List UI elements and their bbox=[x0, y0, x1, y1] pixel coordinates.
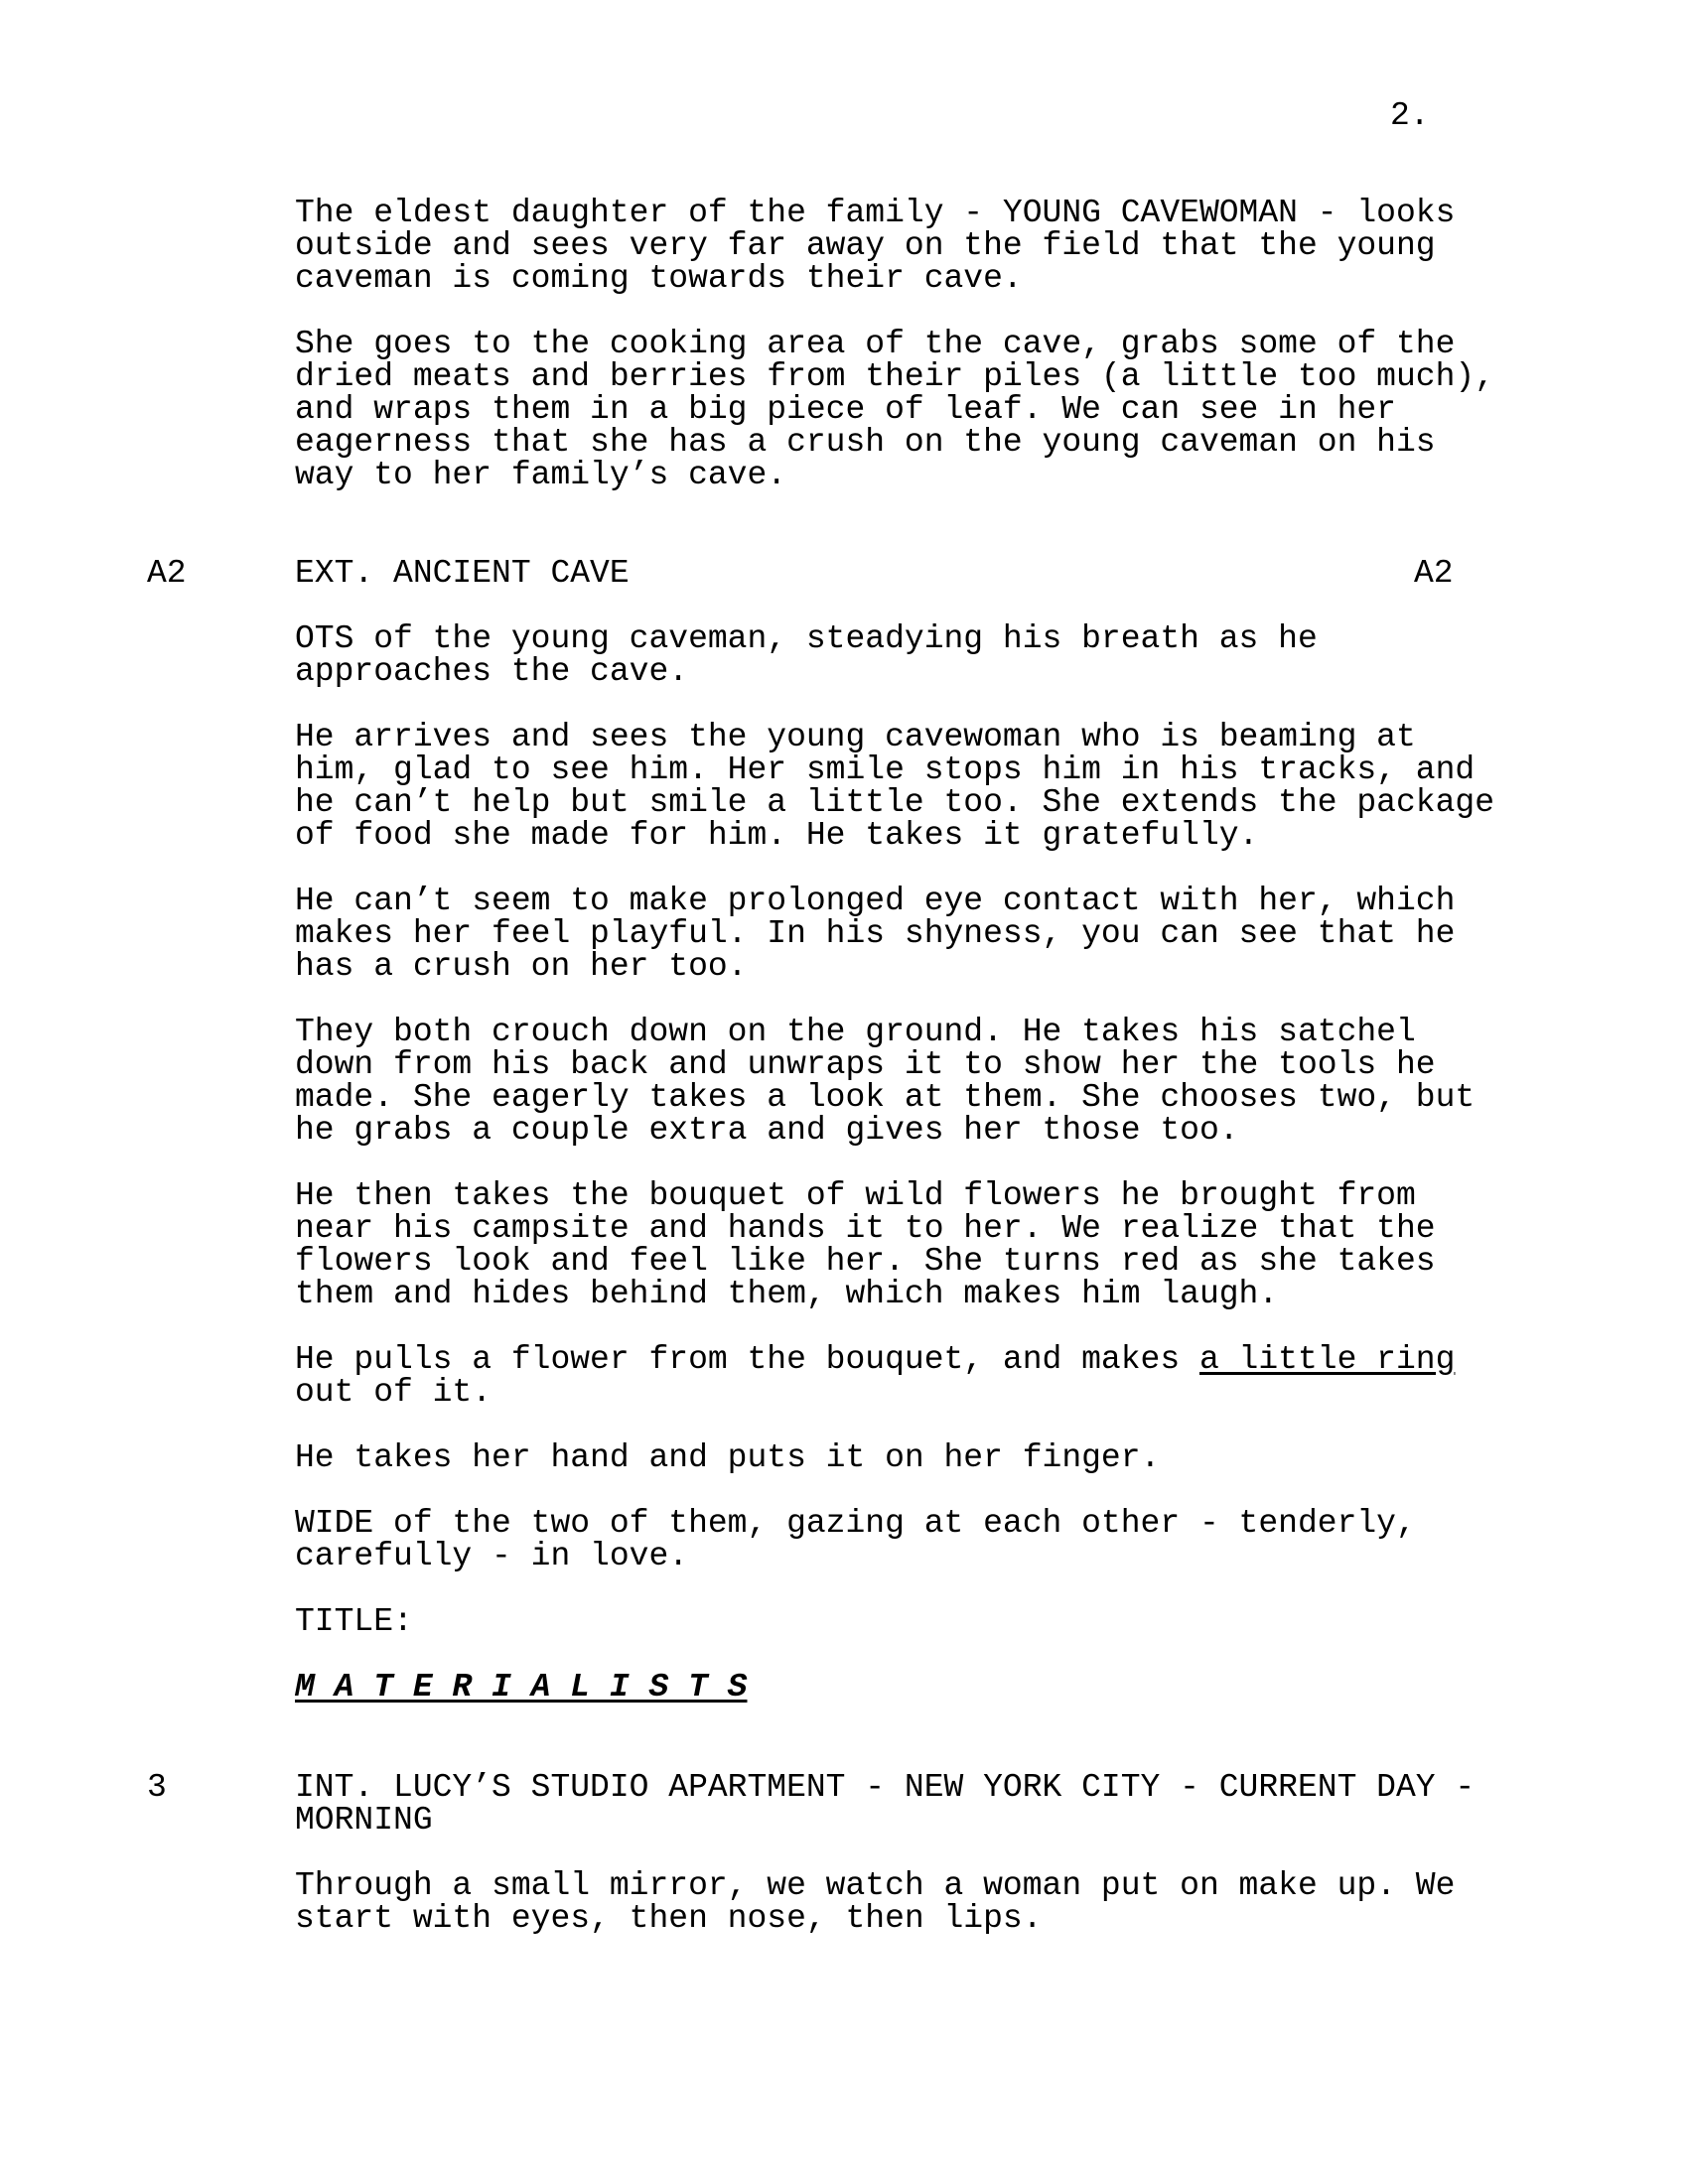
action-line: he can’t help but smile a little too. She extends the package bbox=[295, 784, 1494, 821]
action-line: start with eyes, then nose, then lips. bbox=[295, 1900, 1043, 1937]
scene-number-left: 3 bbox=[147, 1769, 167, 1806]
action-line: They both crouch down on the ground. He takes his satchel bbox=[295, 1014, 1416, 1050]
action-line: makes her feel playful. In his shyness, you can see that he bbox=[295, 915, 1456, 952]
action-text: He pulls a flower from the bouquet, and makes bbox=[295, 1341, 1199, 1378]
action-paragraph bbox=[295, 1179, 1436, 1310]
scene-heading-line: INT. LUCY’S STUDIO APARTMENT - NEW YORK CITY - CURRENT DAY - bbox=[295, 1769, 1476, 1806]
action-line: outside and sees very far away on the field that the young bbox=[295, 227, 1436, 264]
action-paragraph bbox=[295, 1016, 1475, 1147]
action-line: of food she made for him. He takes it gratefully. bbox=[295, 817, 1259, 854]
title-label: TITLE: bbox=[295, 1603, 413, 1640]
action-line: flowers look and feel like her. She turns red as she takes bbox=[295, 1243, 1436, 1280]
action-line: has a crush on her too. bbox=[295, 948, 748, 985]
scene-number-right: A2 bbox=[1414, 555, 1454, 592]
action-line: carefully - in love. bbox=[295, 1538, 689, 1574]
action-paragraph bbox=[295, 1441, 1160, 1474]
action-paragraph bbox=[295, 1869, 1455, 1935]
action-line: eagerness that she has a crush on the young caveman on his bbox=[295, 424, 1436, 461]
action-line: him, glad to see him. Her smile stops him in his tracks, and bbox=[295, 751, 1476, 788]
action-line: She goes to the cooking area of the cave, grabs some of the bbox=[295, 326, 1456, 362]
action-line: He then takes the bouquet of wild flowers he brought from bbox=[295, 1177, 1416, 1214]
action-line bbox=[295, 1343, 1455, 1376]
action-line: He takes her hand and puts it on her finger. bbox=[295, 1439, 1161, 1476]
action-line: dried meats and berries from their piles (a little too much), bbox=[295, 358, 1494, 395]
action-paragraph bbox=[295, 1343, 1455, 1409]
action-line: WIDE of the two of them, gazing at each other - tenderly, bbox=[295, 1505, 1416, 1542]
action-line: out of it. bbox=[295, 1374, 492, 1411]
action-line: near his campsite and hands it to her. We realize that the bbox=[295, 1210, 1436, 1247]
action-line: Through a small mirror, we watch a woman put on make up. We bbox=[295, 1867, 1456, 1904]
scene-heading: EXT. ANCIENT CAVE bbox=[295, 555, 630, 592]
action-paragraph bbox=[295, 622, 1318, 688]
action-line: caveman is coming towards their cave. bbox=[295, 260, 1023, 297]
action-line: made. She eagerly takes a look at them. She chooses two, but bbox=[295, 1079, 1476, 1116]
underlined-phrase: a little ring bbox=[1198, 1341, 1456, 1378]
action-line: OTS of the young caveman, steadying his breath as he bbox=[295, 620, 1318, 657]
action-line: approaches the cave. bbox=[295, 653, 689, 690]
page-number: 2. bbox=[1390, 97, 1430, 134]
action-line: He arrives and sees the young cavewoman who is beaming at bbox=[295, 719, 1416, 755]
title-transition bbox=[295, 1605, 413, 1638]
action-line: He can’t seem to make prolonged eye contact with her, which bbox=[295, 883, 1456, 919]
action-line: way to her family’s cave. bbox=[295, 457, 787, 493]
scene-heading bbox=[295, 1771, 1475, 1837]
action-line: and wraps them in a big piece of leaf. We can see in her bbox=[295, 391, 1396, 428]
action-line: he grabs a couple extra and gives her those too. bbox=[295, 1112, 1239, 1149]
action-paragraph bbox=[295, 885, 1455, 983]
action-line: down from his back and unwraps it to show her the tools he bbox=[295, 1046, 1436, 1083]
action-paragraph bbox=[295, 328, 1494, 491]
action-paragraph bbox=[295, 721, 1494, 852]
action-paragraph bbox=[295, 197, 1455, 295]
scene-heading-line: MORNING bbox=[295, 1802, 433, 1839]
title-card: M A T E R I A L I S T S bbox=[295, 1669, 748, 1706]
action-line: them and hides behind them, which makes him laugh. bbox=[295, 1276, 1279, 1312]
scene-number-left: A2 bbox=[147, 555, 187, 592]
action-line: The eldest daughter of the family - YOUNG CAVEWOMAN - looks bbox=[295, 195, 1456, 231]
action-paragraph bbox=[295, 1507, 1416, 1572]
title-card-paragraph bbox=[295, 1671, 747, 1704]
